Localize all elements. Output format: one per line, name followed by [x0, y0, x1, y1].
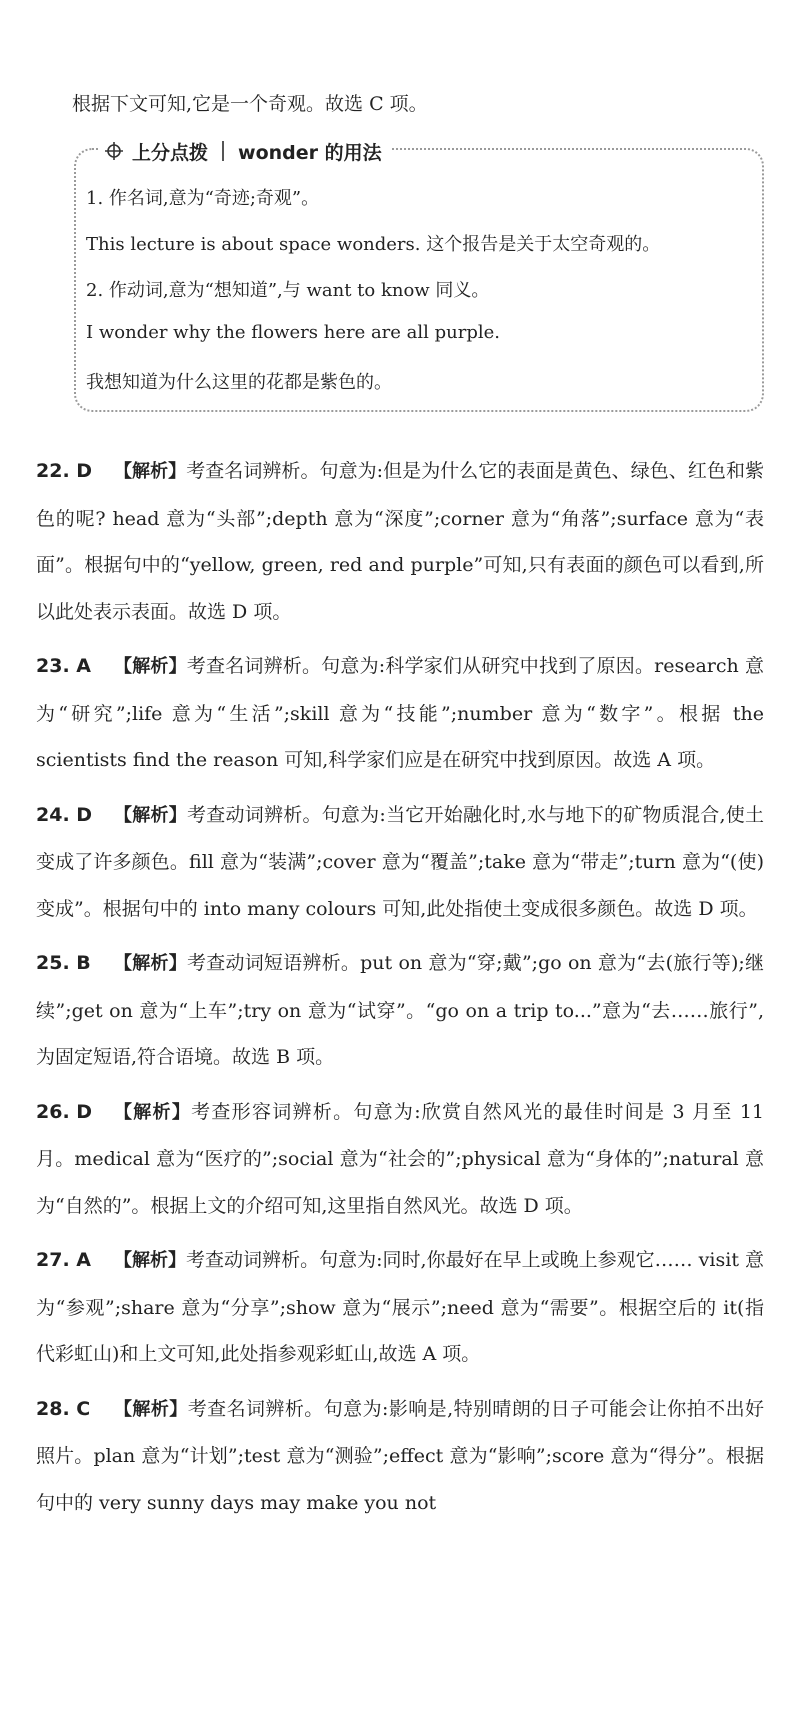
answer-item: [36, 940, 764, 1081]
answer-item: [36, 1237, 764, 1378]
tip-topic: wonder 的用法: [238, 141, 382, 164]
answer-text: 考查动词辨析。句意为:同时,你最好在早上或晚上参观它…… visit 意为“参观”;share 意为“分享”;show 意为“展示”;need 意为“需要”。根据空后的 it(指代彩虹山)和上文可知,此处指参观彩虹山,故选 A 项。: [36, 1249, 765, 1365]
tip-line: 我想知道为什么这里的花都是紫色的。: [86, 372, 392, 393]
tip-line: 1. 作名词,意为“奇迹;奇观”。: [86, 188, 320, 209]
answer-item: [36, 643, 764, 784]
analysis-tag: 【解析】: [114, 953, 187, 974]
answer-list: [36, 448, 764, 1534]
crosshair-icon: [104, 141, 124, 161]
answer-text: 考查名词辨析。句意为:影响是,特别晴朗的日子可能会让你拍不出好照片。plan 意为“计划”;test 意为“测验”;effect 意为“影响”;score 意为“得分”。根据句中的 very sunny days may make you not: [36, 1397, 764, 1514]
analysis-tag: 【解析】: [114, 1398, 188, 1420]
answer-text: 考查动词短语辨析。put on 意为“穿;戴”;go on 意为“去(旅行等);继续”;get on 意为“上车”;try on 意为“试穿”。“go on a trip to...”意为“去……旅行”,为固定短语,符合语境。故选 B 项。: [36, 952, 764, 1068]
analysis-tag: 【解析】: [114, 461, 187, 482]
tip-line: 2. 作动词,意为“想知道”,与 want to know 同义。: [86, 280, 490, 301]
answer-item: [36, 448, 764, 635]
answer-text: 考查名词辨析。句意为:但是为什么它的表面是黄色、绿色、红色和紫色的呢? head 意为“头部”;depth 意为“深度”;corner 意为“角落”;surface 意为“表面”。根据句中的“yellow, green, red and purple”可知,只有表面的颜色可以看到,所以此处表示表面。故选 D 项。: [36, 460, 764, 623]
tip-line: This lecture is about space wonders. 这个报告是关于太空奇观的。: [86, 234, 661, 255]
answer-number: 24. D: [36, 803, 93, 826]
tip-divider: [222, 141, 224, 161]
analysis-tag: 【解析】: [114, 656, 187, 677]
analysis-tag: 【解析】: [114, 1250, 187, 1271]
answer-number: 27. A: [36, 1249, 91, 1271]
answer-item: [36, 792, 764, 933]
answer-number: 22. D: [36, 460, 93, 482]
answer-item: [36, 1386, 764, 1527]
answer-number: 28. C: [36, 1397, 91, 1420]
tip-header: [98, 136, 392, 166]
intro-line: 根据下文可知,它是一个奇观。故选 C 项。: [72, 93, 428, 115]
answer-number: 25. B: [36, 952, 91, 974]
tip-line: I wonder why the flowers here are all purple.: [86, 322, 500, 343]
answer-number: 23. A: [36, 655, 91, 677]
analysis-tag: 【解析】: [114, 804, 187, 826]
answer-item: [36, 1089, 764, 1230]
answer-number: 26. D: [36, 1100, 93, 1123]
analysis-tag: 【解析】: [114, 1101, 192, 1123]
answer-text: 考查动词辨析。句意为:当它开始融化时,水与地下的矿物质混合,使土变成了许多颜色。fill 意为“装满”;cover 意为“覆盖”;take 意为“带走”;turn 意为“(使)变成”。根据句中的 into many colours 可知,此处指使土变成很多颜色。故选 D 项。: [36, 803, 765, 920]
answer-text: 考查名词辨析。句意为:科学家们从研究中找到了原因。research 意为“研究”;life 意为“生活”;skill 意为“技能”;number 意为“数字”。根据 the scientists find the reason 可知,科学家们应是在研究中找到原因。故选 A 项。: [36, 655, 764, 771]
tip-heading: 上分点拨: [132, 141, 209, 164]
answer-text: 考查形容词辨析。句意为:欣赏自然风光的最佳时间是 3 月至 11 月。medical 意为“医疗的”;social 意为“社会的”;physical 意为“身体的”;natural 意为“自然的”。根据上文的介绍可知,这里指自然风光。故选 D 项。: [36, 1100, 764, 1217]
